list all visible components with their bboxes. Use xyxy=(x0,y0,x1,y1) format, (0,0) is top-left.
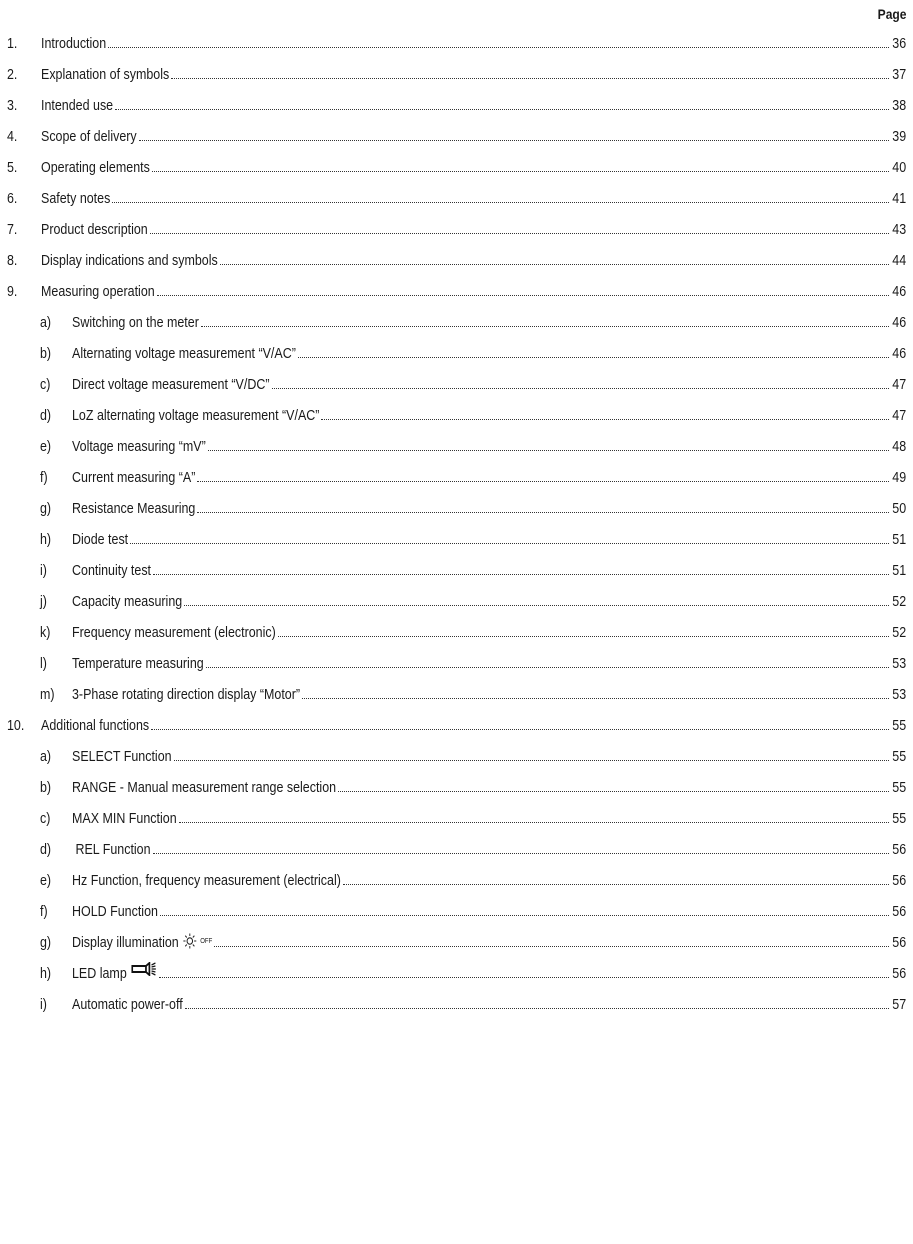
entry-title xyxy=(41,129,137,145)
entry-title-text: Continuity test xyxy=(72,563,152,579)
entry-page-number: 48 xyxy=(892,439,906,455)
toc-subentry[interactable] xyxy=(0,498,913,518)
toc-subentry[interactable] xyxy=(0,870,913,890)
entry-title-text: 3-Phase rotating direction display “Motor” xyxy=(72,687,301,703)
entry-title-text: Explanation of symbols xyxy=(41,67,170,83)
entry-title xyxy=(72,842,151,858)
entry-number: 1. xyxy=(7,36,18,52)
dot-leader xyxy=(201,326,889,327)
entry-title xyxy=(72,315,199,331)
dot-leader xyxy=(185,1008,889,1009)
entry-title-text: Current measuring “A” xyxy=(72,470,196,486)
entry-page-number: 56 xyxy=(892,966,906,982)
entry-page-number: 46 xyxy=(892,315,906,331)
backlight-off-label: OFF xyxy=(200,937,213,945)
dot-leader xyxy=(343,884,889,885)
entry-number: i) xyxy=(40,997,47,1013)
toc-subentry[interactable] xyxy=(0,405,913,425)
entry-title xyxy=(72,933,212,951)
entry-page-number: 53 xyxy=(892,656,906,672)
entry-title xyxy=(72,408,319,424)
entry-number: l) xyxy=(40,656,47,672)
dot-leader xyxy=(160,915,889,916)
entry-number: 3. xyxy=(7,98,18,114)
entry-number: b) xyxy=(40,346,52,362)
entry-title xyxy=(41,284,155,300)
entry-page-number: 50 xyxy=(892,501,906,517)
entry-page-number: 46 xyxy=(892,284,906,300)
entry-page-number: 49 xyxy=(892,470,906,486)
entry-number: e) xyxy=(40,439,52,455)
entry-title xyxy=(72,997,183,1013)
entry-title xyxy=(72,904,158,920)
entry-page-number: 55 xyxy=(892,780,906,796)
dot-leader xyxy=(214,946,889,947)
entry-title-text: Resistance Measuring xyxy=(72,501,196,517)
entry-page-number: 56 xyxy=(892,842,906,858)
entry-page-number: 53 xyxy=(892,687,906,703)
entry-page-number: 56 xyxy=(892,935,906,951)
entry-title-text: Capacity measuring xyxy=(72,594,183,610)
entry-page-number: 51 xyxy=(892,532,906,548)
toc-subentry[interactable] xyxy=(0,777,913,797)
dot-leader xyxy=(152,171,889,172)
toc-subentry[interactable] xyxy=(0,653,913,673)
dot-leader xyxy=(302,698,889,699)
toc-subentry[interactable] xyxy=(0,622,913,642)
dot-leader xyxy=(159,977,889,978)
entry-page-number: 51 xyxy=(892,563,906,579)
entry-title xyxy=(41,191,110,207)
backlight-icon xyxy=(183,933,212,949)
dot-leader xyxy=(184,605,889,606)
toc-subentry[interactable] xyxy=(0,994,913,1014)
dot-leader xyxy=(206,667,889,668)
dot-leader xyxy=(171,78,889,79)
entry-page-number: 47 xyxy=(892,408,906,424)
entry-title-text: Frequency measurement (electronic) xyxy=(72,625,276,641)
led-lamp-icon xyxy=(131,962,157,980)
entry-title-text: Voltage measuring “mV” xyxy=(72,439,206,455)
toc-entry[interactable] xyxy=(0,64,913,84)
entry-number: h) xyxy=(40,966,52,982)
entry-title xyxy=(41,160,150,176)
entry-title-text: Diode test xyxy=(72,532,129,548)
toc-entry[interactable] xyxy=(0,219,913,239)
entry-title xyxy=(72,625,276,641)
entry-page-number: 55 xyxy=(892,749,906,765)
entry-number: i) xyxy=(40,563,47,579)
toc-subentry[interactable] xyxy=(0,436,913,456)
entry-title-text: Alternating voltage measurement “V/AC” xyxy=(72,346,296,362)
entry-title-text: Hz Function, frequency measurement (electrical) xyxy=(72,873,341,889)
dot-leader xyxy=(130,543,889,544)
entry-title-text: Safety notes xyxy=(41,191,111,207)
dot-leader xyxy=(272,388,890,389)
entry-title xyxy=(72,873,341,889)
entry-page-number: 44 xyxy=(892,253,906,269)
entry-title xyxy=(72,470,195,486)
entry-title xyxy=(41,98,113,114)
dot-leader xyxy=(174,760,890,761)
entry-title xyxy=(72,532,128,548)
dot-leader xyxy=(197,481,889,482)
entry-page-number: 43 xyxy=(892,222,906,238)
toc-subentry[interactable] xyxy=(0,746,913,766)
dot-leader xyxy=(153,853,890,854)
entry-title xyxy=(72,563,151,579)
entry-page-number: 36 xyxy=(892,36,906,52)
entry-title xyxy=(72,962,157,982)
dot-leader xyxy=(153,574,889,575)
toc-subentry[interactable] xyxy=(0,963,913,983)
toc-subentry[interactable] xyxy=(0,312,913,332)
entry-title-text: Introduction xyxy=(41,36,107,52)
toc-subentry[interactable] xyxy=(0,932,913,952)
dot-leader xyxy=(220,264,889,265)
entry-number: e) xyxy=(40,873,52,889)
dot-leader xyxy=(112,202,889,203)
entry-title-text: Product description xyxy=(41,222,148,238)
entry-title-text: LED lamp xyxy=(72,966,127,982)
entry-page-number: 52 xyxy=(892,594,906,610)
entry-title-text: Direct voltage measurement “V/DC” xyxy=(72,377,270,393)
dot-leader xyxy=(115,109,889,110)
entry-title xyxy=(72,656,204,672)
entry-title-text: Switching on the meter xyxy=(72,315,199,331)
entry-title xyxy=(41,36,106,52)
toc-entry[interactable] xyxy=(0,33,913,53)
entry-title-text: LoZ alternating voltage measurement “V/AC” xyxy=(72,408,320,424)
entry-title xyxy=(72,780,336,796)
toc-entry[interactable] xyxy=(0,715,913,735)
entry-title-text: RANGE - Manual measurement range selection xyxy=(72,780,337,796)
entry-page-number: 52 xyxy=(892,625,906,641)
toc-subentry[interactable] xyxy=(0,684,913,704)
dot-leader xyxy=(208,450,889,451)
entry-title xyxy=(72,501,195,517)
entry-title-text: MAX MIN Function xyxy=(72,811,177,827)
entry-title-text: Display indications and symbols xyxy=(41,253,218,269)
toc-subentry[interactable] xyxy=(0,374,913,394)
toc-entry[interactable] xyxy=(0,126,913,146)
entry-number: g) xyxy=(40,501,52,517)
entry-page-number: 39 xyxy=(892,129,906,145)
dot-leader xyxy=(179,822,889,823)
entry-number: c) xyxy=(40,811,51,827)
dot-leader xyxy=(151,729,889,730)
toc-entry[interactable] xyxy=(0,188,913,208)
dot-leader xyxy=(197,512,889,513)
entry-number: 9. xyxy=(7,284,18,300)
toc-subentry[interactable] xyxy=(0,591,913,611)
entry-title xyxy=(41,222,148,238)
entry-page-number: 55 xyxy=(892,811,906,827)
toc-subentry[interactable] xyxy=(0,901,913,921)
entry-page-number: 41 xyxy=(892,191,906,207)
dot-leader xyxy=(139,140,889,141)
entry-title xyxy=(72,439,206,455)
entry-page-number: 47 xyxy=(892,377,906,393)
entry-page-number: 56 xyxy=(892,873,906,889)
entry-number: g) xyxy=(40,935,52,951)
toc-entry[interactable] xyxy=(0,250,913,270)
entry-title-text: Intended use xyxy=(41,98,114,114)
toc-subentry[interactable] xyxy=(0,343,913,363)
toc-subentry[interactable] xyxy=(0,529,913,549)
toc-subentry[interactable] xyxy=(0,808,913,828)
dot-leader xyxy=(157,295,889,296)
entry-number: 10. xyxy=(7,718,25,734)
toc-subentry[interactable] xyxy=(0,560,913,580)
toc-subentry[interactable] xyxy=(0,467,913,487)
entry-number: 8. xyxy=(7,253,18,269)
dot-leader xyxy=(150,233,889,234)
entry-page-number: 57 xyxy=(892,997,906,1013)
entry-number: j) xyxy=(40,594,47,610)
entry-title xyxy=(41,253,218,269)
entry-title-text: Operating elements xyxy=(41,160,150,176)
toc-entry[interactable] xyxy=(0,157,913,177)
entry-title-text: Temperature measuring xyxy=(72,656,204,672)
entry-title xyxy=(41,67,169,83)
entry-number: 4. xyxy=(7,129,18,145)
dot-leader xyxy=(278,636,889,637)
dot-leader xyxy=(338,791,889,792)
entry-page-number: 55 xyxy=(892,718,906,734)
entry-number: c) xyxy=(40,377,51,393)
dot-leader xyxy=(298,357,889,358)
dot-leader xyxy=(321,419,889,420)
entry-page-number: 56 xyxy=(892,904,906,920)
entry-title xyxy=(72,594,182,610)
page-column-heading: Page xyxy=(877,6,906,22)
entry-number: d) xyxy=(40,842,52,858)
entry-number: k) xyxy=(40,625,51,641)
entry-title-text: REL Function xyxy=(72,842,151,858)
entry-number: m) xyxy=(40,687,55,703)
dot-leader xyxy=(108,47,889,48)
entry-page-number: 46 xyxy=(892,346,906,362)
entry-title-text: Display illumination xyxy=(72,935,179,951)
entry-title-text: Automatic power-off xyxy=(72,997,183,1013)
entry-number: 6. xyxy=(7,191,18,207)
entry-number: a) xyxy=(40,315,52,331)
entry-title-text: SELECT Function xyxy=(72,749,172,765)
entry-number: 7. xyxy=(7,222,18,238)
toc-entry[interactable] xyxy=(0,95,913,115)
entry-title-text: HOLD Function xyxy=(72,904,158,920)
entry-title xyxy=(41,718,149,734)
entry-title-text: Additional functions xyxy=(41,718,150,734)
entry-page-number: 37 xyxy=(892,67,906,83)
entry-title-text: Measuring operation xyxy=(41,284,155,300)
entry-number: f) xyxy=(40,470,48,486)
entry-number: a) xyxy=(40,749,52,765)
toc-entry[interactable] xyxy=(0,281,913,301)
entry-page-number: 38 xyxy=(892,98,906,114)
entry-title xyxy=(72,811,177,827)
entry-title xyxy=(72,749,172,765)
toc-subentry[interactable] xyxy=(0,839,913,859)
entry-number: b) xyxy=(40,780,52,796)
entry-page-number: 40 xyxy=(892,160,906,176)
entry-number: 2. xyxy=(7,67,18,83)
entry-number: h) xyxy=(40,532,52,548)
entry-title xyxy=(72,687,300,703)
entry-title-text: Scope of delivery xyxy=(41,129,137,145)
entry-number: d) xyxy=(40,408,52,424)
entry-number: f) xyxy=(40,904,48,920)
entry-title xyxy=(72,377,270,393)
entry-number: 5. xyxy=(7,160,18,176)
entry-title xyxy=(72,346,296,362)
